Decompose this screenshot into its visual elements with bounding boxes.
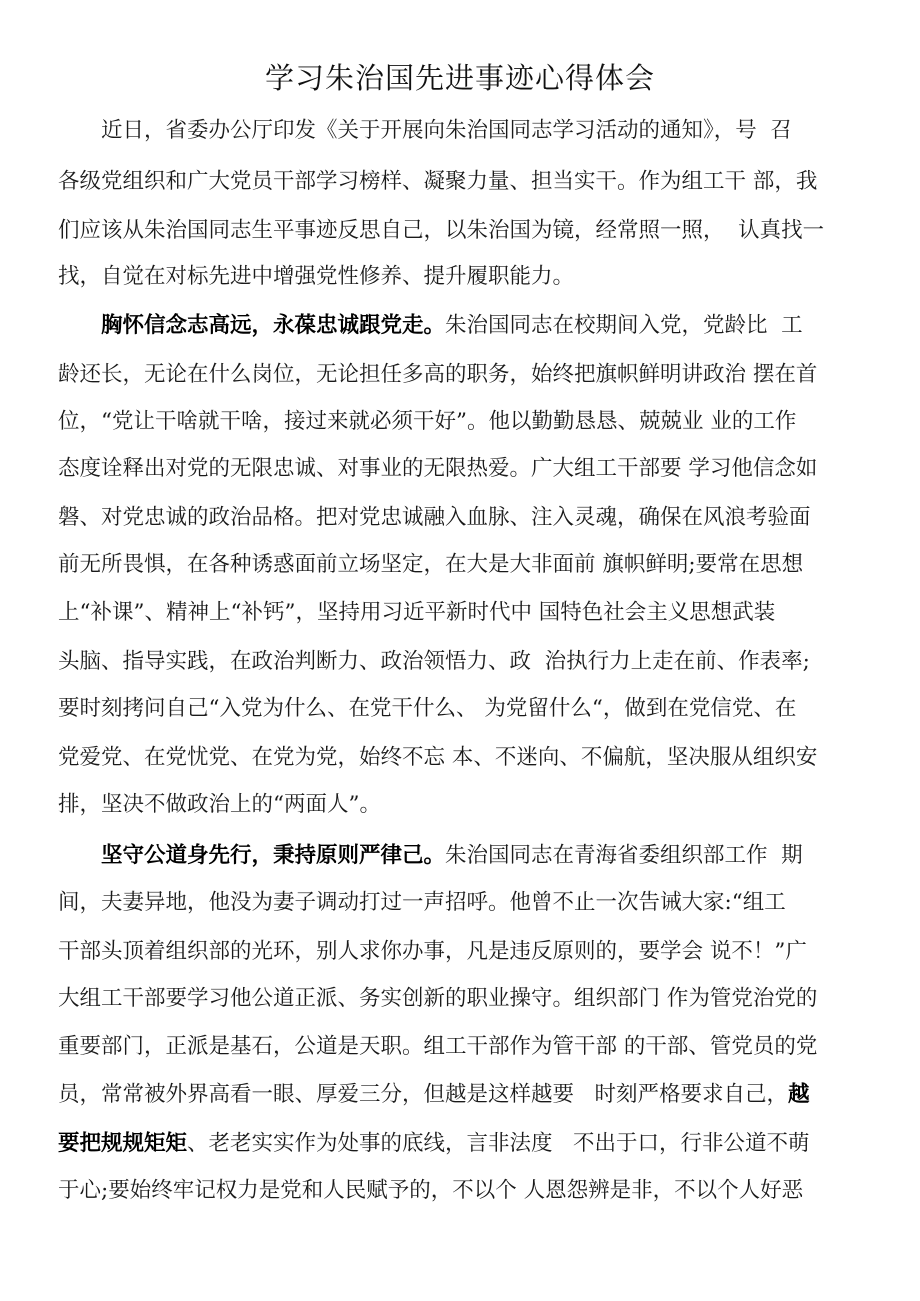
- body-text: 、老老实实作为处事的底线，言非法度 不出于口，行非公道不萌: [187, 1131, 810, 1156]
- body-text: 磐、对党忠诚的政治品格。把对党忠诚融入血脉、注入灵魂，确保在风浪考验面: [58, 505, 811, 530]
- body-text: 于心;要始终牢记权力是党和人民赋予的，不以个 人恩怨辨是非，不以个人好恶: [58, 1178, 804, 1203]
- body-text: 们应该从朱治国同志生平事迹反思自己，以朱治国为镜，经常照一照， 认真找一: [58, 218, 825, 243]
- body-text: 重要部门，正派是基石，公道是天职。组工干部作为管干部 的干部、管党员的党: [58, 1034, 818, 1059]
- body-text: 干部头顶着组织部的光环，别人求你办事，凡是违反原则的，要学会 说不！”广: [58, 939, 807, 964]
- body-text: 党爱党、在党忧党、在党为党，始终不忘 本、不迷向、不偏航，坚决服从组织安: [58, 745, 818, 770]
- body-text: 排，坚决不做政治上的“两面人”。: [58, 792, 381, 817]
- body-text: 头脑、指导实践，在政治判断力、政治领悟力、政 治执行力上走在前、作表率;: [58, 649, 810, 674]
- text-line: [58, 262, 574, 292]
- text-line: [101, 841, 803, 871]
- body-text: 近日，省委办公厅印发《关于开展向朱治国同志学习活动的通知》，号 召: [101, 118, 792, 143]
- body-text: 找，自觉在对标先进中增强党性修养、提升履职能力。: [58, 264, 575, 289]
- document-title: 学习朱治国先进事迹心得体会: [264, 61, 655, 95]
- text-line: [58, 407, 796, 437]
- text-line: [58, 1080, 810, 1110]
- bold-heading-text: 坚守公道身先行，秉持原则严律己。: [101, 843, 446, 868]
- body-text: 位，“党让干啥就干啥，接过来就必须干好”。他以勤勤恳恳、兢兢业 业的工作: [58, 409, 797, 434]
- body-text: 大组工干部要学习他公道正派、务实创新的职业操守。组织部门 作为管党治党的: [58, 986, 818, 1011]
- text-line: [58, 647, 810, 677]
- bold-heading-text: 胸怀信念志高远，永葆忠诚跟党走。: [101, 313, 446, 338]
- text-line: [58, 888, 786, 918]
- text-line: [101, 311, 803, 341]
- text-line: [58, 1176, 803, 1206]
- text-line: [58, 216, 824, 246]
- body-text: 间，夫妻异地，他没为妻子调动打过一声招呼。他曾不止一次告诫大家:“组工: [58, 890, 786, 915]
- text-line: [58, 984, 817, 1014]
- text-line: [101, 116, 792, 146]
- body-text: 各级党组织和广大党员干部学习榜样、凝聚力量、担当实干。作为组工干 部，我: [58, 169, 818, 194]
- text-line: [58, 937, 807, 967]
- text-line: [58, 743, 817, 773]
- text-line: [58, 454, 817, 484]
- text-line: [58, 167, 817, 197]
- text-line: [58, 503, 811, 533]
- bold-heading-text: 越: [788, 1082, 810, 1107]
- body-text: 朱治国同志在校期间入党，党龄比 工: [445, 313, 803, 338]
- text-line: [58, 1129, 810, 1159]
- body-text: 上“补课”、精神上“补钙”，坚持用习近平新时代中 国特色社会主义思想武装: [58, 600, 776, 625]
- body-text: 员，常常被外界高看一眼、厚爱三分，但越是这样越要 时刻严格要求自己，: [58, 1082, 789, 1107]
- bold-heading-text: 要把规规矩矩: [58, 1131, 188, 1156]
- body-text: 前无所畏惧，在各种诱惑面前立场坚定，在大是大非面前 旗帜鲜明;要常在思想: [58, 552, 804, 577]
- text-line: [58, 598, 775, 628]
- body-text: 态度诠释出对党的无限忠诚、对事业的无限热爱。广大组工干部要 学习他信念如: [58, 456, 818, 481]
- text-line: [58, 360, 817, 390]
- text-line: [58, 550, 803, 580]
- text-line: [58, 1032, 817, 1062]
- body-text: 要时刻拷问自己“入党为什么、在党干什么、 为党留什么“，做到在党信党、在: [58, 696, 797, 721]
- text-line: [58, 790, 381, 820]
- body-text: 龄还长，无论在什么岗位，无论担任多高的职务，始终把旗帜鲜明讲政治 摆在首: [58, 362, 818, 387]
- body-text: 朱治国同志在青海省委组织部工作 期: [445, 843, 803, 868]
- text-line: [58, 694, 796, 724]
